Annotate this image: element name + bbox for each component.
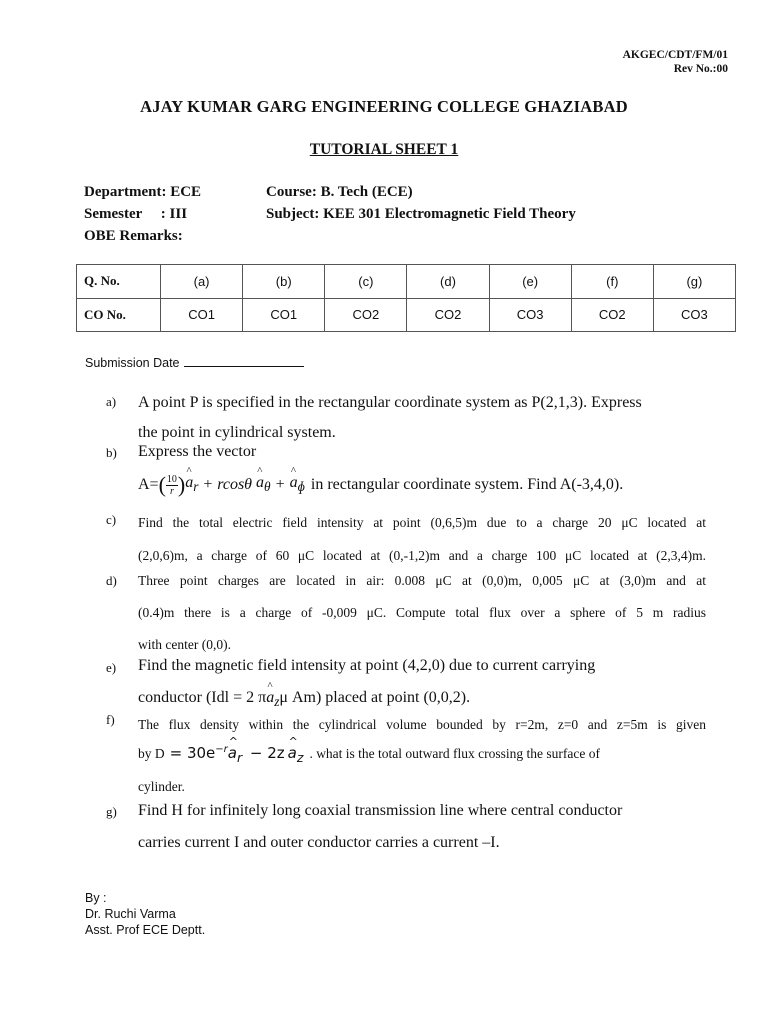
question-e-letter: e) xyxy=(106,660,117,675)
question-c-letter: c) xyxy=(106,512,117,527)
table-cell: CO1 xyxy=(243,298,325,332)
table-cell: CO3 xyxy=(489,298,571,332)
eq-minus: − 2z xyxy=(249,744,285,762)
cono-header: CO No. xyxy=(77,298,161,332)
unit-vector-az: ^ $a_z$ xyxy=(266,689,279,710)
paren-open: ( xyxy=(158,472,166,497)
question-f-line2-b: . what is the total outward flux crossing the surface of xyxy=(309,746,600,761)
author-block xyxy=(85,890,205,938)
flux-density-eq xyxy=(170,744,304,765)
obe-remarks: OBE Remarks: xyxy=(84,228,183,244)
table-cell: (f) xyxy=(571,265,653,299)
table-row-cono xyxy=(77,298,736,332)
question-a-line1: A point P is specified in the rectangular coordinate system as P(2,1,3). Express xyxy=(138,394,642,411)
fraction-numerator: 10 xyxy=(166,473,177,485)
submission-date xyxy=(85,354,304,370)
question-d-line3: with center (0,0). xyxy=(138,637,231,652)
table-cell: (d) xyxy=(407,265,489,299)
question-b-letter: b) xyxy=(106,445,117,460)
table-cell: (e) xyxy=(489,265,571,299)
fraction-denominator: r xyxy=(169,485,174,497)
unit-vector-ar: ^ $a_r$ xyxy=(228,744,242,765)
fraction xyxy=(166,474,178,497)
question-c-line1: Find the total electric field intensity at point (0,6,5)m due to a charge 20 μC located at xyxy=(138,515,706,530)
question-f-line2-a: by D xyxy=(138,746,165,761)
question-e-line2 xyxy=(138,689,470,710)
doc-code-text: AKGEC/CDT/FM/01 xyxy=(622,49,728,61)
eq-coefficient: = 30e xyxy=(169,744,216,762)
eq-plus: + xyxy=(275,476,285,493)
submission-label: Submission Date xyxy=(85,356,180,370)
author-name: Dr. Ruchi Varma xyxy=(85,907,176,921)
question-f-letter: f) xyxy=(106,712,115,727)
submission-blank-line xyxy=(184,354,304,367)
table-cell: (c) xyxy=(325,265,407,299)
table-cell: (g) xyxy=(653,265,735,299)
author-designation: Asst. Prof ECE Deptt. xyxy=(85,923,206,937)
question-b-line1: Express the vector xyxy=(138,443,257,460)
unit-vector-ar: ^ $a_r$ xyxy=(185,474,198,495)
revision-text: Rev No.:00 xyxy=(673,63,728,75)
table-row-qno xyxy=(77,265,736,299)
question-d-letter: d) xyxy=(106,573,117,588)
paren-close: ) xyxy=(177,472,186,497)
eq-prefix: A= xyxy=(138,476,159,493)
question-a-letter: a) xyxy=(106,394,117,409)
table-cell: CO1 xyxy=(161,298,243,332)
sheet-title: TUTORIAL SHEET 1 xyxy=(309,141,459,158)
table-cell: CO2 xyxy=(407,298,489,332)
question-c-line2: (2,0,6)m, a charge of 60 μC located at (0,-1,2)m and a charge 100 μC located at (2,3,4)m. xyxy=(138,548,706,563)
qno-header: Q. No. xyxy=(77,265,161,299)
question-b-line2: in rectangular coordinate system. Find A(-3,4,0). xyxy=(310,476,624,493)
table-cell: (a) xyxy=(161,265,243,299)
department: Department: ECE xyxy=(84,184,202,200)
question-f-line1: The flux density within the cylindrical volume bounded by r=2m, z=0 and z=5m is given xyxy=(138,717,706,732)
unit-vector-az: ^ $a_z$ xyxy=(288,744,304,765)
meta-right xyxy=(266,181,576,225)
meta-left xyxy=(84,181,201,247)
table-cell: CO2 xyxy=(571,298,653,332)
question-g-line2: carries current I and outer conductor carries a current –I. xyxy=(138,834,500,851)
question-d-line1: Three point charges are located in air: 0.008 μC at (0,0)m, 0,005 μC at (3,0)m and at xyxy=(138,573,706,588)
eq-exponent: −r xyxy=(215,744,228,755)
question-e-line1: Find the magnetic field intensity at point (4,2,0) due to current carrying xyxy=(138,657,596,674)
question-g-letter: g) xyxy=(106,804,117,819)
subject: Subject: KEE 301 Electromagnetic Field Theory xyxy=(266,206,576,222)
question-a-line2: the point in cylindrical system. xyxy=(138,424,336,441)
question-g-line1: Find H for infinitely long coaxial transmission line where central conductor xyxy=(138,802,623,819)
question-f-line2 xyxy=(138,744,706,765)
unit-vector-atheta: ^ $a_\theta$ xyxy=(256,474,271,495)
author-by: By : xyxy=(85,891,107,905)
course: Course: B. Tech (ECE) xyxy=(266,184,413,200)
document-code xyxy=(623,48,728,76)
question-e-line2-a: conductor (Idl = 2 π xyxy=(138,689,267,706)
question-f-line3: cylinder. xyxy=(138,779,185,794)
co-mapping-table xyxy=(76,264,736,332)
question-b-equation xyxy=(138,472,623,498)
eq-mid: + rcosθ xyxy=(202,476,253,493)
question-d-line2: (0.4)m there is a charge of -0,009 μC. Compute total flux over a sphere of 5 m radius xyxy=(138,605,706,620)
table-cell: CO2 xyxy=(325,298,407,332)
college-name: AJAY KUMAR GARG ENGINEERING COLLEGE GHAZIABAD xyxy=(140,97,628,116)
question-e-line2-b: μ Am) placed at point (0,0,2). xyxy=(279,689,471,706)
semester: Semester : III xyxy=(84,206,188,222)
unit-vector-aphi: ^ $a_ɸ$ xyxy=(290,474,305,495)
table-cell: (b) xyxy=(243,265,325,299)
table-cell: CO3 xyxy=(653,298,735,332)
